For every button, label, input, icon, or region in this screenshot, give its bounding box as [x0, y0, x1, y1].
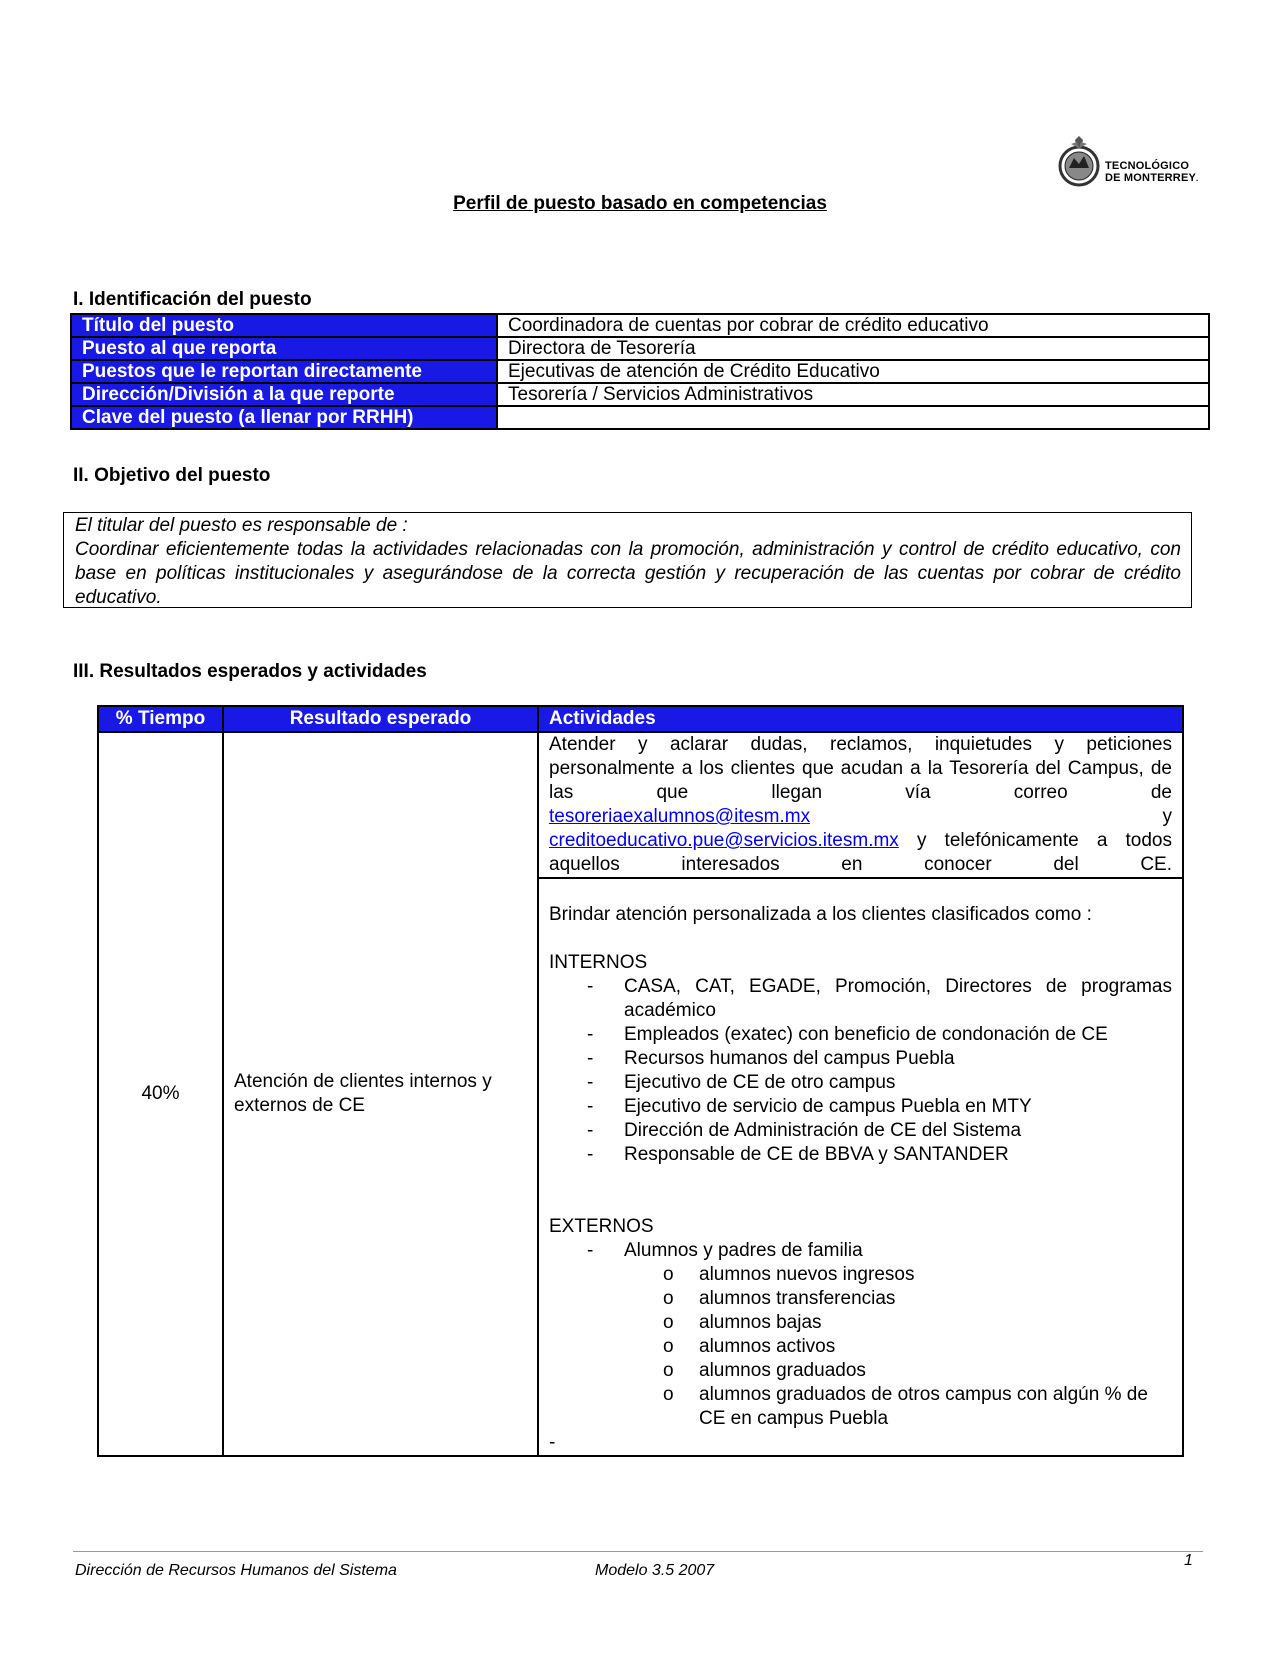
activity-cell [538, 878, 1183, 1456]
section-objective-heading: II. Objetivo del puesto [73, 465, 271, 486]
row-value: Coordinadora de cuentas por cobrar de crédito educativo [497, 314, 1209, 337]
list-item: - Ejecutivo de CE de otro campus [587, 1072, 896, 1093]
table-row [71, 337, 1209, 360]
row-label: Puesto al que reporta [71, 337, 497, 360]
objective-intro: El titular del puesto es responsable de : [75, 515, 408, 536]
row-label: Dirección/División a la que reporte [71, 383, 497, 406]
circle-bullet: o [663, 1288, 674, 1309]
list-item: - CASA, CAT, EGADE, Promoción, Directores de programas académico [587, 976, 1172, 1021]
tecnologico-de-monterrey-logo [1057, 134, 1207, 194]
table-row [98, 732, 1183, 878]
page-number: 1 [1184, 1552, 1193, 1569]
activity-cell [538, 732, 1183, 878]
footer-divider [73, 1551, 1203, 1552]
list-subitem: o alumnos graduados [663, 1360, 866, 1381]
row-value: Tesorería / Servicios Administrativos [497, 383, 1209, 406]
row-value: Ejecutivas de atención de Crédito Educativo [497, 360, 1209, 383]
institution-seal-icon [1057, 134, 1101, 190]
trailing-dash: - [549, 1432, 556, 1453]
result-cell: Atención de clientes internos y externos de CE [223, 732, 538, 1456]
dash-bullet: - [587, 1240, 594, 1261]
activity-text [549, 733, 1172, 877]
list-item: - Alumnos y padres de familia [587, 1240, 863, 1261]
list-subitem: o alumnos activos [663, 1336, 836, 1357]
results-table [97, 705, 1184, 1457]
table-header-row [98, 706, 1183, 732]
header-time: % Tiempo [98, 706, 223, 732]
dash-bullet: - [587, 1024, 594, 1045]
email-line [549, 829, 1172, 877]
list-item: - Ejecutivo de servicio de campus Puebla en MTY [587, 1096, 1032, 1117]
internal-heading: INTERNOS [549, 952, 648, 973]
row-label: Puestos que le reportan directamente [71, 360, 497, 383]
circle-bullet: o [663, 1360, 674, 1381]
objective-text: Coordinar eficientemente todas la actividades relacionadas con la promoción, administración y control de crédito educativo, con base en políticas institucionales y asegurándose de la correcta gestión y recuperación de las cuentas por cobrar de crédito educativo. [75, 539, 1181, 608]
header-result: Resultado esperado [223, 706, 538, 732]
circle-bullet: o [663, 1336, 674, 1357]
dash-bullet: - [587, 1096, 594, 1117]
dash-bullet: - [587, 1048, 594, 1069]
activity-text-before: Atender y aclarar dudas, reclamos, inquietudes y peticiones personalmente a los clientes que acudan a la Tesorería del Campus, de las que llegan vía correo de [549, 734, 1172, 803]
section-identification-heading: I. Identificación del puesto [73, 289, 312, 310]
row-value [497, 406, 1209, 429]
table-row [71, 406, 1209, 429]
table-row [71, 383, 1209, 406]
list-subitem: o alumnos graduados de otros campus con algún % de CE en campus Puebla [663, 1384, 1148, 1429]
footer-center-text: Modelo 3.5 2007 [595, 1562, 715, 1579]
connector-text: y [1162, 806, 1172, 827]
time-cell: 40% [98, 732, 223, 1456]
row-value: Directora de Tesorería [497, 337, 1209, 360]
list-item: - Empleados (exatec) con beneficio de condonación de CE [587, 1024, 1108, 1045]
table-row [71, 314, 1209, 337]
list-item: - Responsable de CE de BBVA y SANTANDER [587, 1144, 1009, 1165]
footer-left-text: Dirección de Recursos Humanos del Sistema [75, 1562, 397, 1579]
identification-table [70, 313, 1210, 430]
email-line [549, 805, 1172, 829]
list-subitem: o alumnos bajas [663, 1312, 822, 1333]
list-subitem: o alumnos transferencias [663, 1288, 896, 1309]
table-row [71, 360, 1209, 383]
circle-bullet: o [663, 1264, 674, 1285]
list-subitem: o alumnos nuevos ingresos [663, 1264, 915, 1285]
logo-text: TECNOLÓGICO DE MONTERREY. [1105, 160, 1199, 184]
row-label: Clave del puesto (a llenar por RRHH) [71, 406, 497, 429]
header-activities: Actividades [538, 706, 1183, 732]
dash-bullet: - [587, 1144, 594, 1165]
dash-bullet: - [587, 1120, 594, 1141]
dash-bullet: - [587, 976, 594, 997]
list-item: - Dirección de Administración de CE del Sistema [587, 1120, 1022, 1141]
email-link[interactable]: creditoeducativo.pue@servicios.itesm.mx [549, 830, 899, 851]
activity-intro: Brindar atención personalizada a los clientes clasificados como : [549, 904, 1092, 925]
email-link[interactable]: tesoreriaexalumnos@itesm.mx [549, 806, 811, 827]
activity-text-after: y telefónicamente a todos aquellos interesados en conocer del CE. [549, 830, 1172, 875]
list-item: - Recursos humanos del campus Puebla [587, 1048, 955, 1069]
circle-bullet: o [663, 1312, 674, 1333]
dash-bullet: - [587, 1072, 594, 1093]
objective-box [63, 512, 1192, 608]
circle-bullet: o [663, 1384, 674, 1405]
section-results-heading: III. Resultados esperados y actividades [73, 661, 427, 682]
row-label: Título del puesto [71, 314, 497, 337]
document-title: Perfil de puesto basado en competencias [453, 193, 827, 214]
external-heading: EXTERNOS [549, 1216, 654, 1237]
